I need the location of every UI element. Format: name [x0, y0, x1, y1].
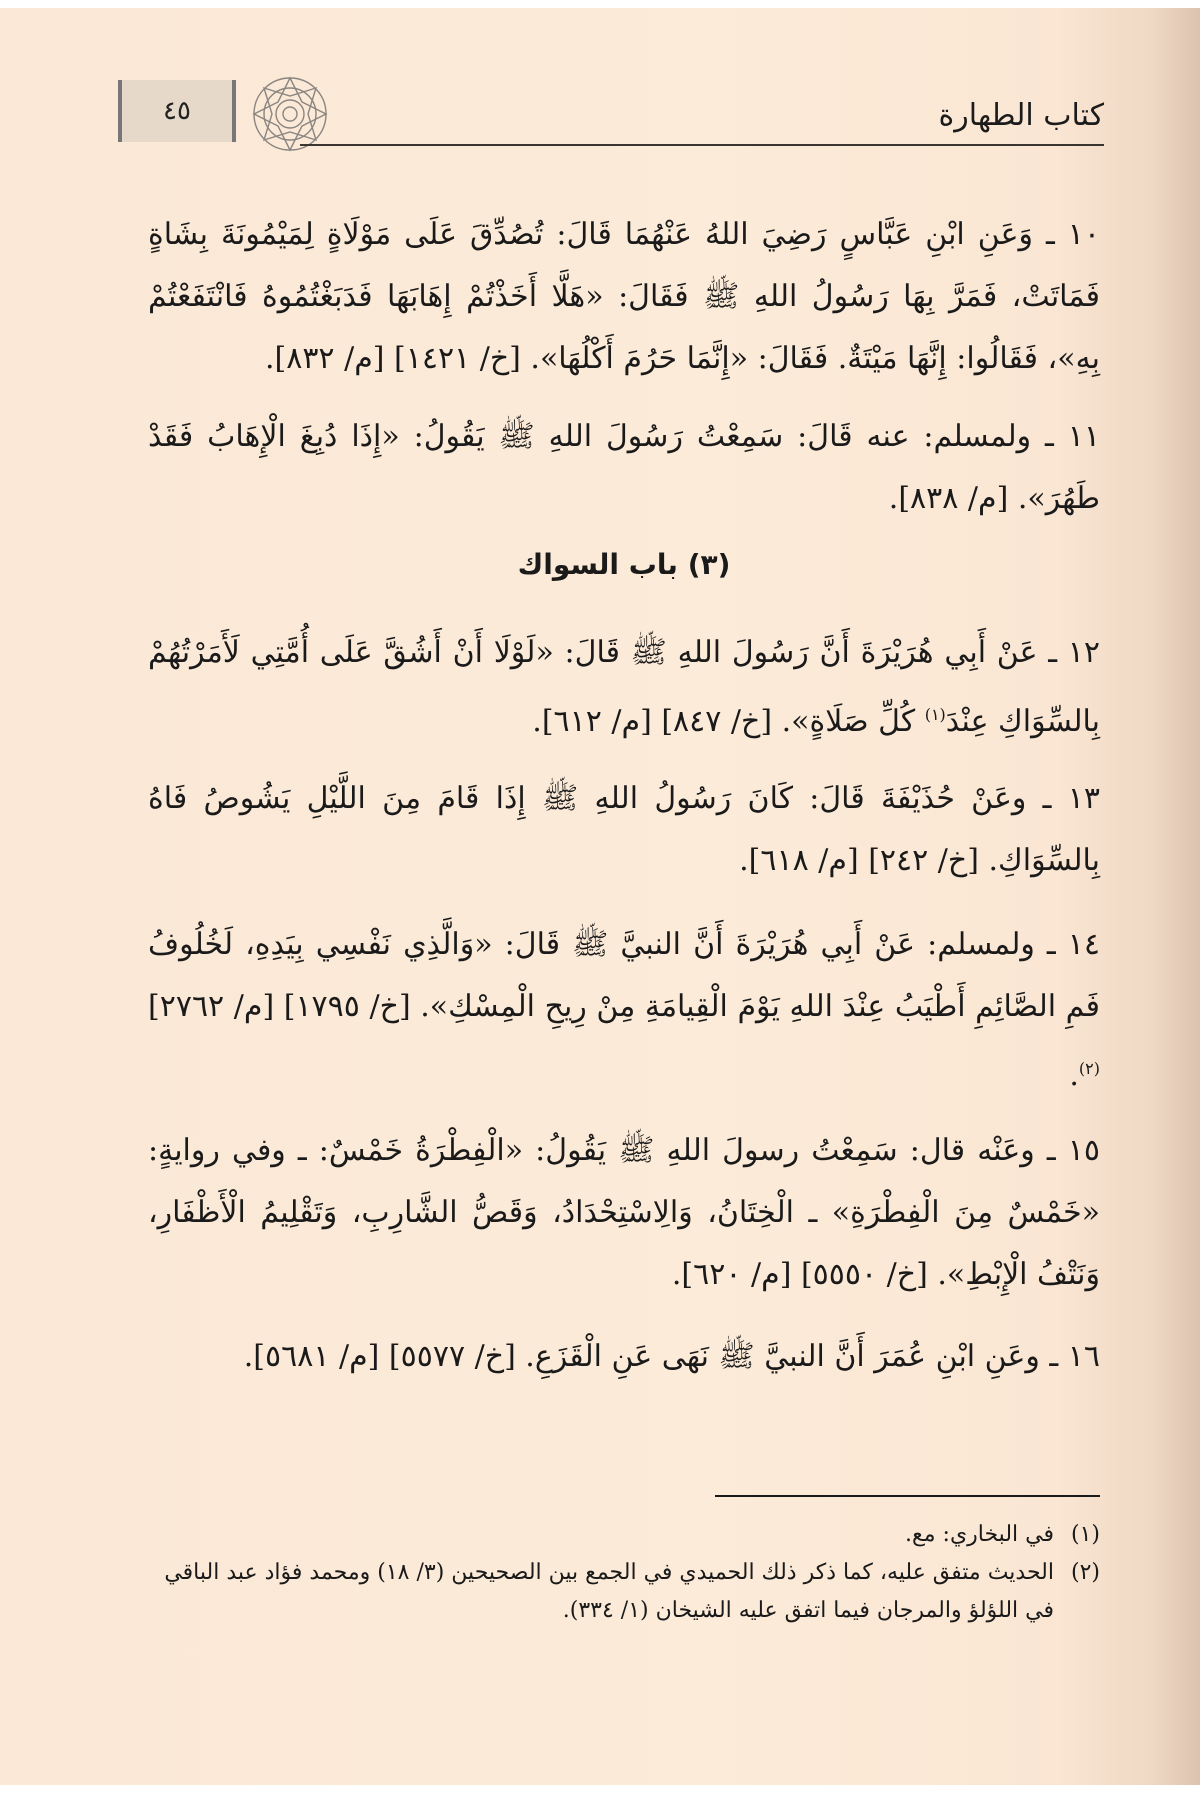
hadith-11: ١١ ـ ولمسلم: عنه قَالَ: سَمِعْتُ رَسُولَ اللهِ ﷺ يَقُولُ: «إِذَا دُبِغَ الْإِهَابُ فَقَدْ طَهُرَ». [م/ ٨٣٨].: [148, 419, 1100, 516]
hadith-12: [148, 622, 1100, 753]
section-heading: (٣) باب السواك: [517, 548, 731, 581]
hadith-16: ١٦ ـ وعَنِ ابْنِ عُمَرَ أَنَّ النبيَّ ﷺ نَهَى عَنِ الْقَزَعِ. [خ/ ٥٥٧٧] [م/ ٥٦٨١].: [243, 1339, 1100, 1374]
footnote-divider: [715, 1495, 1100, 1497]
hadith-14-text: ١٤ ـ ولمسلم: عَنْ أَبِي هُرَيْرَةَ أَنَّ النبيَّ ﷺ قَالَ: «وَالَّذِي نَفْسِي بِيَدِهِ، لَخُلُوفُ فَمِ الصَّائِمِ أَطْيَبُ عِنْدَ اللهِ يَوْمَ الْقِيامَةِ مِنْ رِيحِ الْمِسْكِ». [خ/ ١٧٩٥] [م/ ٢٧٦٢]: [148, 927, 1100, 1024]
hadith-10: ١٠ ـ وَعَنِ ابْنِ عَبَّاسٍ رَضِيَ اللهُ عَنْهُمَا قَالَ: تُصُدِّقَ عَلَى مَوْلَاةٍ لِمَيْمُونَةَ بِشَاةٍ فَمَاتَتْ، فَمَرَّ بِهَا رَسُولُ اللهِ ﷺ فَقَالَ: «هَلَّا أَخَذْتُمْ إِهَابَهَا فَدَبَغْتُمُوهُ فَانْتَفَعْتُمْ بِهِ»، فَقَالُوا: إِنَّهَا مَيْتَةٌ. فَقَالَ: «إِنَّمَا حَرُمَ أَكْلُهَا». [خ/ ١٤٢١] [م/ ٨٣٢].: [148, 217, 1100, 376]
footnote-ref-2[interactable]: (٢): [1078, 1059, 1100, 1078]
chapter-title: كتاب الطهارة: [938, 98, 1104, 133]
header-divider: [300, 144, 1104, 146]
footnote-2: [148, 1554, 1100, 1630]
hadith-12-text-end: كُلِّ صَلَاةٍ». [خ/ ٨٤٧] [م/ ٦١٢].: [532, 704, 925, 739]
page-number: [118, 80, 236, 142]
hadith-14: [148, 914, 1100, 1107]
footnote-text: الحديث متفق عليه، كما ذكر ذلك الحميدي في الجمع بين الصحيحين (٣/ ١٨) ومحمد فؤاد عبد الباقي في اللؤلؤ والمرجان فيما اتفق عليه الشيخان (١/ ٣٣٤).: [164, 1560, 1054, 1623]
hadith-14-text-end: .: [1069, 1058, 1079, 1093]
footnote-text: في البخاري: مع.: [905, 1522, 1054, 1547]
hadith-15: ١٥ ـ وعَنْه قال: سَمِعْتُ رسولَ اللهِ ﷺ يَقُولُ: «الْفِطْرَةُ خَمْسٌ: ـ وفي روايةٍ: «خَمْسٌ مِنَ الْفِطْرَةِ» ـ الْخِتَانُ، وَالِاسْتِحْدَادُ، وَقَصُّ الشَّارِبِ، وَتَقْلِيمُ الْأَظْفَارِ، وَنَتْفُ الْإِبْطِ». [خ/ ٥٥٥٠] [م/ ٦٢٠].: [148, 1133, 1100, 1292]
footnote-number: (٢): [1070, 1560, 1100, 1585]
book-page: [0, 8, 1200, 1785]
hadith-13: ١٣ ـ وعَنْ حُذَيْفَةَ قَالَ: كَانَ رَسُولُ اللهِ ﷺ إِذَا قَامَ مِنَ اللَّيْلِ يَشُوصُ فَاهُ بِالسِّوَاكِ. [خ/ ٢٤٢] [م/ ٦١٨].: [148, 781, 1100, 878]
footnote-number: (١): [1070, 1522, 1100, 1547]
hadith-12-text: ١٢ ـ عَنْ أَبِي هُرَيْرَةَ أَنَّ رَسُولَ اللهِ ﷺ قَالَ: «لَوْلَا أَنْ أَشُقَّ عَلَى أُمَّتِي لَأَمَرْتُهُمْ بِالسِّوَاكِ عِنْدَ: [148, 635, 1100, 739]
footnote-ref-1[interactable]: (١): [924, 705, 946, 724]
page-number-text: ٤٥: [163, 96, 191, 126]
footnotes: [148, 1516, 1100, 1630]
footnote-1: [148, 1516, 1100, 1554]
rosette-ornament-icon: [250, 74, 330, 154]
